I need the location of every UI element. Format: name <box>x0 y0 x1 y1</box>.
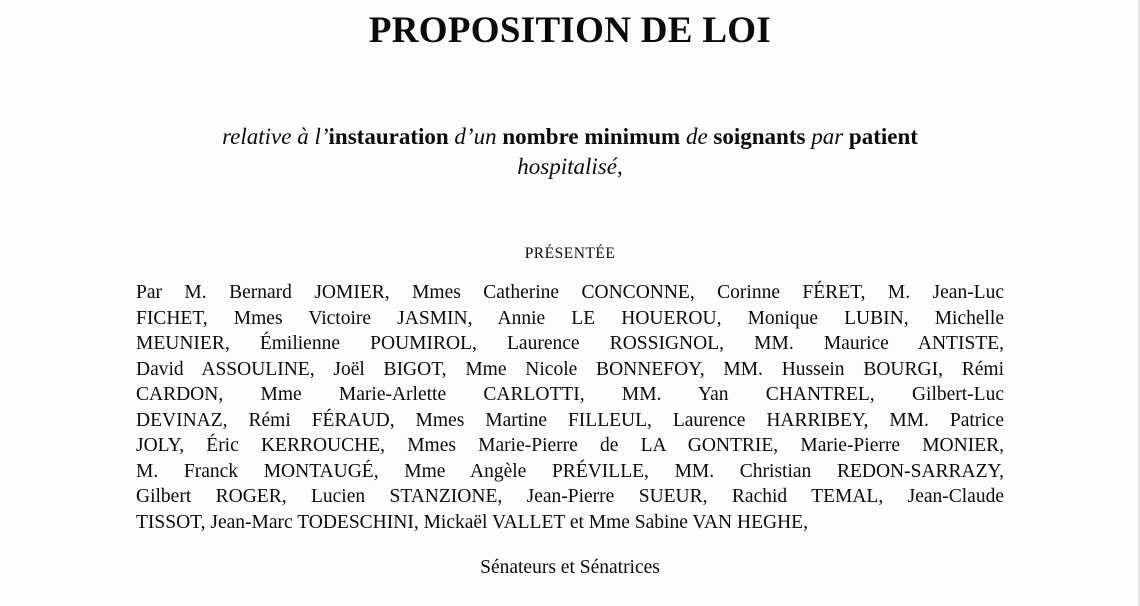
authors-line: David ASSOULINE, Joël BIGOT, Mme Nicole BONNEFOY, MM. Hussein BOURGI, Rémi <box>136 358 1004 380</box>
authors-line: CARDON, Mme Marie-Arlette CARLOTTI, MM. Yan CHANTREL, Gilbert-Luc <box>136 384 1004 405</box>
subtitle-part: soignants <box>713 124 806 149</box>
authors-line: JOLY, Éric KERROUCHE, Mmes Marie-Pierre de LA GONTRIE, Marie-Pierre MONIER, <box>136 435 1004 456</box>
document-subtitle <box>0 122 1140 182</box>
subtitle-part: patient <box>848 124 918 149</box>
authors-line: MEUNIER, Émilienne POUMIROL, Laurence ROSSIGNOL, MM. Maurice ANTISTE, <box>136 333 1004 354</box>
authors-paragraph <box>136 280 1004 535</box>
subtitle-part: d’un <box>448 124 503 149</box>
signature-line: Sénateurs et Sénatrices <box>480 557 660 578</box>
subtitle-part: par <box>805 124 849 149</box>
authors-line: TISSOT, Jean-Marc TODESCHINI, Mickaël VALLET et Mme Sabine VAN HEGHE, <box>136 511 808 533</box>
subtitle-line-1 <box>0 122 1140 152</box>
authors-line: M. Franck MONTAUGÉ, Mme Angèle PRÉVILLE, MM. Christian REDON-SARRAZY, <box>136 460 1004 482</box>
authors-line: Gilbert ROGER, Lucien STANZIONE, Jean-Pierre SUEUR, Rachid TEMAL, Jean-Claude <box>136 486 1004 507</box>
authors-line: DEVINAZ, Rémi FÉRAUD, Mmes Martine FILLEUL, Laurence HARRIBEY, MM. Patrice <box>136 409 1004 431</box>
subtitle-part: nombre minimum <box>502 124 681 149</box>
document-title: PROPOSITION DE LOI <box>368 10 772 51</box>
presented-label: PRÉSENTÉE <box>524 245 616 262</box>
subtitle-part: relative à l’ <box>222 124 329 149</box>
subtitle-line-2: hospitalisé, <box>517 154 623 179</box>
authors-line: Par M. Bernard JOMIER, Mmes Catherine CONCONNE, Corinne FÉRET, M. Jean-Luc <box>136 282 1004 303</box>
subtitle-part: de <box>680 124 714 149</box>
subtitle-part: instauration <box>328 124 449 149</box>
authors-line: FICHET, Mmes Victoire JASMIN, Annie LE HOUEROU, Monique LUBIN, Michelle <box>136 307 1004 329</box>
